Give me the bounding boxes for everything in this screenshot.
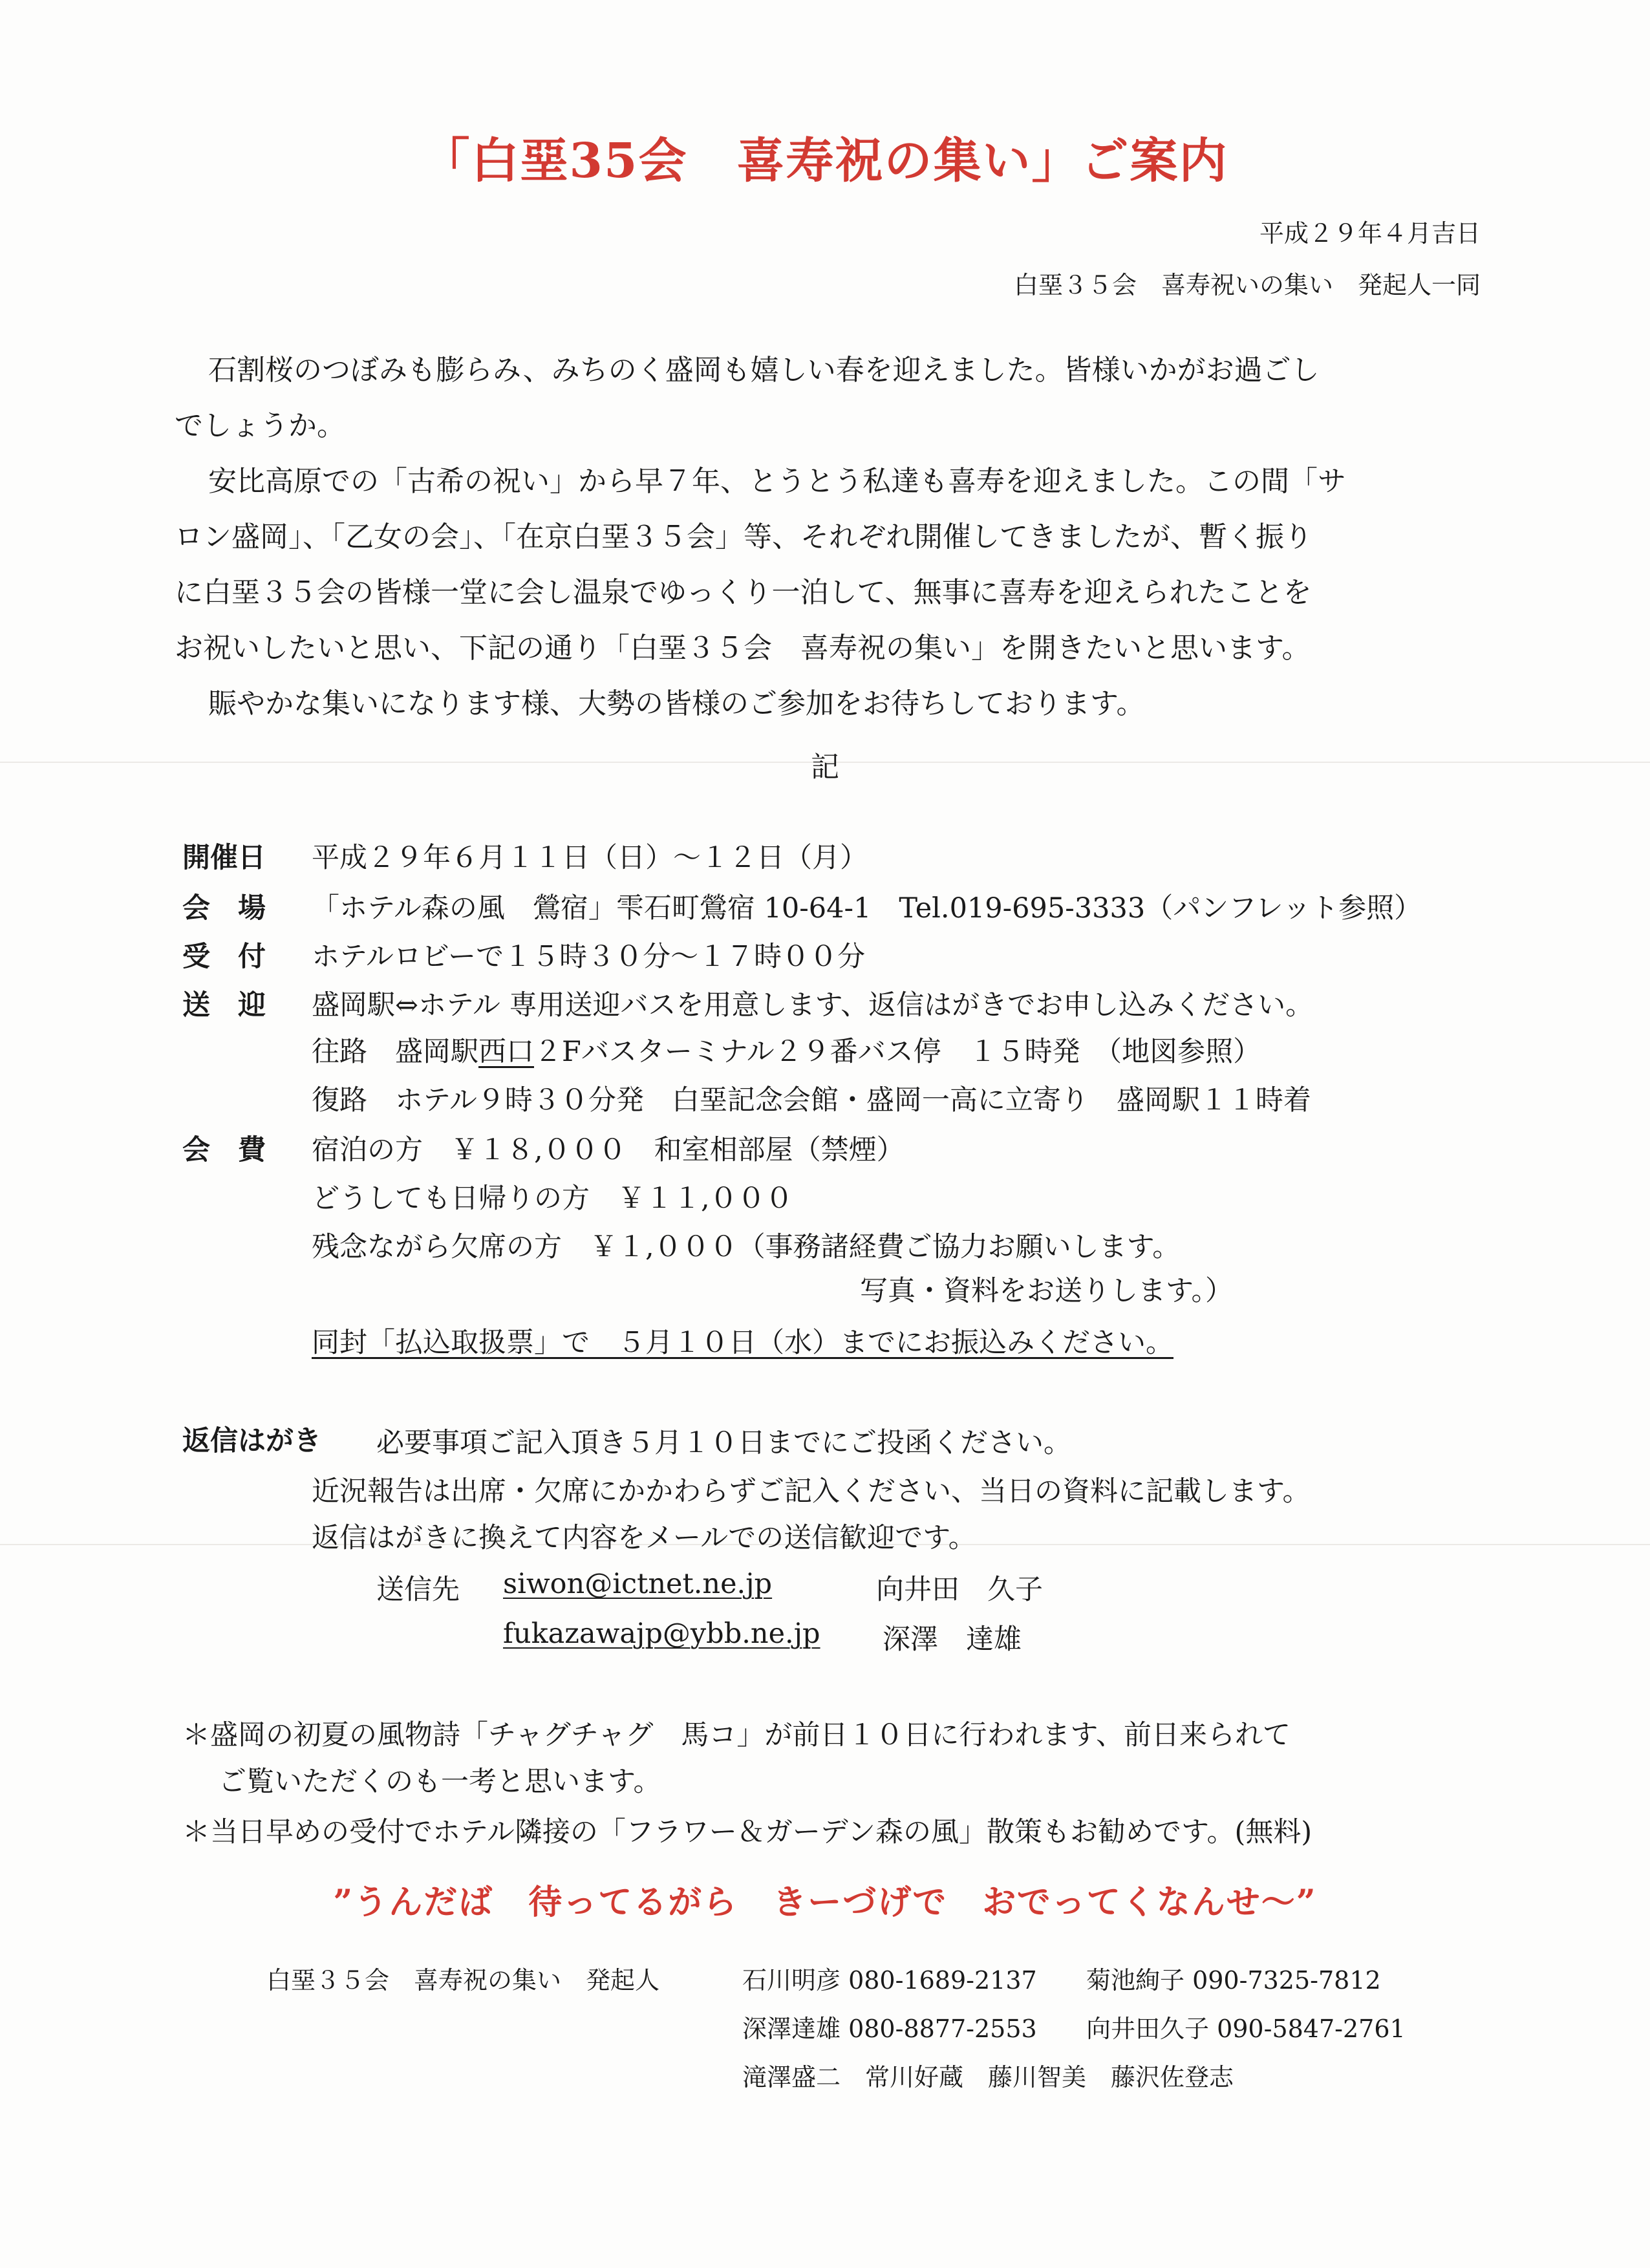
reply-line: 返信はがきに換えて内容をメールでの送信歓迎です。 (312, 1522, 976, 1554)
outbound-text: 往路 盛岡駅 (312, 1036, 478, 1068)
detail-value: 宿泊の方 ￥１８,０００ 和室相部屋（禁煙） (312, 1134, 905, 1166)
intro-line: 賑やかな集いになります様、大勢の皆様のご参加をお待ちしております。 (208, 687, 1145, 720)
return-route: 復路 ホテル９時３０分発 白堊記念会館・盛岡一高に立寄り 盛岡駅１１時着 (312, 1084, 1311, 1117)
detail-label: 開催日 (182, 842, 266, 874)
organizer-entry: 菊池絢子 090-7325-7812 (1086, 1966, 1381, 1995)
fee-day: どうしても日帰りの方 ￥１１,０００ (312, 1182, 793, 1215)
detail-value: 平成２９年６月１１日（日）～１２日（月） (312, 842, 868, 874)
email-link[interactable]: fukazawajp@ybb.ne.jp (503, 1618, 820, 1650)
sender-line: 白堊３５会 喜寿祝いの集い 発起人一同 (1013, 271, 1481, 299)
west-exit-text: 西口 (478, 1036, 534, 1068)
organizer-entry: 石川明彦 080-1689-2137 (742, 1966, 1037, 1995)
reply-label: 返信はがき (182, 1425, 321, 1457)
note-line: ＊盛岡の初夏の風物詩「チャグチャグ 馬コ」が前日１０日に行われます、前日来られて (182, 1719, 1291, 1751)
organizer-others: 滝澤盛二 常川好蔵 藤川智美 藤沢佐登志 (742, 2063, 1234, 2091)
email-link[interactable]: siwon@ictnet.ne.jp (503, 1568, 773, 1600)
issue-date: 平成２９年４月吉日 (1259, 219, 1481, 248)
intro-line: ロン盛岡」、「乙女の会」、「在京白堊３５会」等、それぞれ開催してきましたが、暫く振り (175, 520, 1312, 553)
slogan: ”うんだば 待ってるがら きーづげで おでってくなんせ～” (333, 1883, 1317, 1922)
send-to-label: 送信先 (376, 1574, 460, 1606)
contact-name: 深澤 達雄 (883, 1623, 1022, 1656)
note-line: ご覧いただくのも一考と思います。 (219, 1766, 661, 1798)
page-title: 「白堊35会 喜寿祝の集い」ご案内 (422, 133, 1228, 189)
detail-value: 「ホテル森の風 鶯宿」雫石町鶯宿 10-64-1 Tel.019-695-3333（パンフレット参照） (312, 892, 1422, 925)
intro-line: 安比高原での「古希の祝い」から早７年、とうとう私達も喜寿を迎えました。この間「サ (208, 465, 1346, 498)
detail-value: ホテルロビーで１５時３０分～１７時００分 (312, 941, 866, 973)
reply-line: 必要事項ご記入頂き５月１０日までにご投函ください。 (376, 1427, 1071, 1459)
organizer-entry: 向井田久子 090-5847-2761 (1086, 2015, 1406, 2043)
detail-value: 盛岡駅⇔ホテル 専用送迎バスを用意します、返信はがきでお申し込みください。 (312, 989, 1314, 1022)
intro-line: 石割桜のつぼみも膨らみ、みちのく盛岡も嬉しい春を迎えました。皆様いかがお過ごし (208, 354, 1320, 387)
reply-line: 近況報告は出席・欠席にかかわらずご記入ください、当日の資料に記載します。 (312, 1475, 1311, 1508)
organizers-label: 白堊３５会 喜寿祝の集い 発起人 (266, 1966, 660, 1995)
contact-name: 向井田 久子 (876, 1574, 1043, 1606)
detail-label: 会 費 (182, 1134, 266, 1166)
intro-line: お祝いしたいと思い、下記の通り「白堊３５会 喜寿祝の集い」を開きたいと思います。 (175, 632, 1311, 665)
intro-line: に白堊３５会の皆様一堂に会し温泉でゆっくり一泊して、無事に喜寿を迎えられたことを (175, 576, 1312, 609)
outbound-text: ２Fバスターミナル２９番バス停 １５時発 （地図参照） (534, 1036, 1261, 1068)
fee-absent-note: 写真・資料をお送りします。） (860, 1275, 1234, 1307)
organizer-entry: 深澤達雄 080-8877-2553 (742, 2015, 1037, 2043)
ki-heading: 記 (811, 751, 839, 784)
intro-text (175, 343, 1487, 732)
outbound-route (312, 1028, 1261, 1076)
detail-label: 会 場 (182, 892, 266, 925)
note-line: ＊当日早めの受付でホテル隣接の「フラワー＆ガーデン森の風」散策もお勧めです。(無料) (182, 1816, 1312, 1848)
fee-absent: 残念ながら欠席の方 ￥１,０００（事務諸経費ご協力お願いします。 (312, 1231, 1181, 1263)
detail-label: 受 付 (182, 941, 266, 973)
detail-label: 送 迎 (182, 989, 266, 1022)
payment-deadline: 同封「払込取扱票」で ５月１０日（水）までにお振込みください。 (312, 1327, 1173, 1359)
intro-line: でしょうか。 (175, 409, 345, 442)
